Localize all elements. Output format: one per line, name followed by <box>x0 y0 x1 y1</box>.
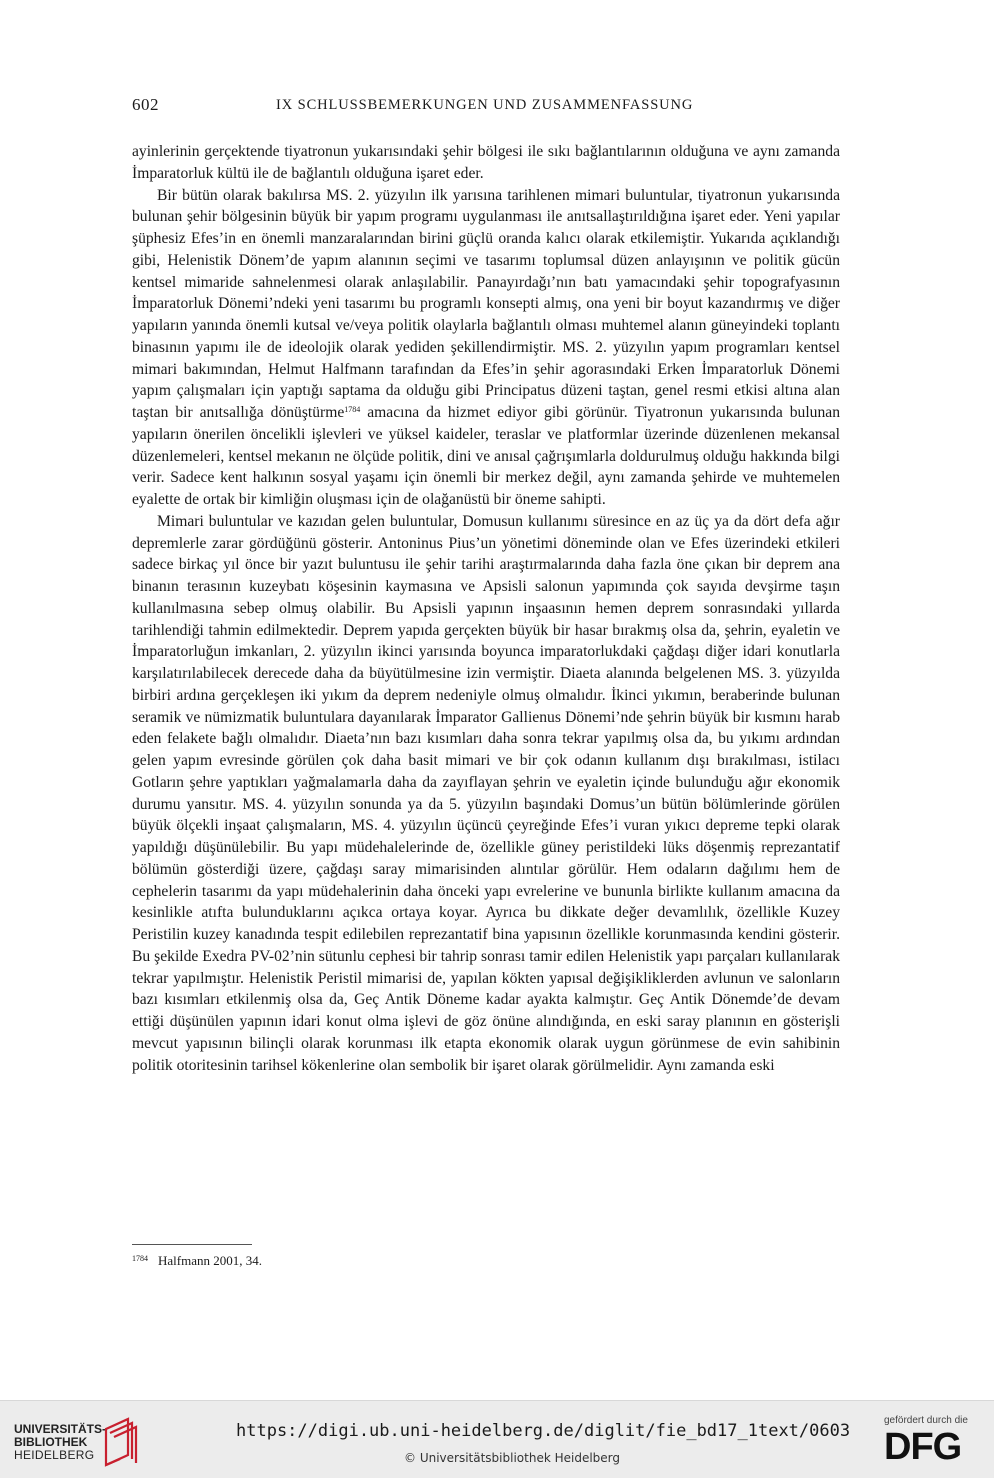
permalink-url[interactable]: https://digi.ub.uni-heidelberg.de/diglit/fie_bd17_1text/0603 <box>236 1421 851 1441</box>
footnote-divider <box>132 1244 252 1245</box>
paragraph-2-part-a: Bir bütün olarak bakılırsa MS. 2. yüzyılın ilk yarısına tarihlenen mimari buluntular, tiyatronun yukarısında bulunan şehir bölgesinin büyük bir yapım programı uygulanması ile anıtsallaştırıldığına işaret eder. Yeni yapılar şüphesiz Efes’in en önemli manzaralarından birini güçlü oranda kalıcı olarak etkilemiştir. Yukarıda açıklandığı gibi, Helenistik Dönem’de yapım alanının seçimi ve tasarımı toplumsal düzen anlayışının ve politik gücün kentsel mimaride sahnelenmesi olarak anlaşılabilir. Panayırdağı’nın batı yamacındaki şehir topografyasının İmparatorluk Dönemi’ndeki yeni tasarımı bu programlı konsepti almış, ona yeni bir boyut kazandırmış ve diğer yapıların yanında önemli kutsal ve/veya politik olaylarla bağlantılı olması muhtemel alanın güneyindeki toplantı binasının yapımı ile de ideolojik olarak yediden şekillendirmiştir. MS. 2. yüzyılın yapım programları kentsel mimari bakımından, Helmut Halfmann tarafından da Efes’in şehir agorasındaki Erken İmparatorluk Dönemi yapım çalışmaları için yaptığı saptama da olduğu gibi Principatus düzeni taştan, genel resmi etkisi altına alan taştan bir anıtsallığa dönüştürme <box>132 186 840 421</box>
page-number: 602 <box>132 95 159 114</box>
library-logo[interactable] <box>14 1423 106 1462</box>
running-head: IX SCHLUSSBEMERKUNGEN UND ZUSAMMENFASSUNG <box>276 97 694 113</box>
footnote-reference[interactable]: 1784 <box>344 405 361 414</box>
footnote <box>132 1250 262 1270</box>
library-name-line-2: BIBLIOTHEK <box>14 1435 88 1449</box>
dfg-logo[interactable]: DFG <box>884 1426 962 1468</box>
library-name-line-3: HEIDELBERG <box>14 1448 95 1462</box>
paragraph-3: Mimari buluntular ve kazıdan gelen buluntular, Domusun kullanımı süresince en az üç ya da dört defa ağır depremlerle zarar gördüğünü gösterir. Antoninus Pius’un yönetimi döneminde olan ve Efes üzerindeki etkileri sadece birkaç yıl önce bir yazıt buluntusu ile şehir tarihi araştırmalarında daha fazla öne çıkan bir deprem ana binanın terasının kuzeybatı köşesinin kaymasına ve Apsisli salonun yapımında çok sayıda devşirme taşın kullanılmasına sebep olmuş olabilir. Bu Apsisli yapının inşaasının hemen deprem sonrasındaki yıllarda tarihlendiği tahmin edilmektedir. Deprem yapıda gerçekten büyük bir hasar bırakmış olsa da, şehrin, eyaletin ve İmparatorluğun imkanları, 2. yüzyılın ikinci yarısında boyunca imparatorlukdaki çağdaşı diğer idari konutlarla karşılatırılabilecek derecede daha da büyütülmesine izin vermiştir. Diaeta alanında belgelenen MS. 3. yüzyılda birbiri ardına gerçekleşen iki yıkım da deprem nedeniyle olmuş olmalıdır. İkinci yıkımın, beraberinde bulunan seramik ve nümizmatik buluntulara dayanılarak İmparator Gallienus Dönemi’nde şehrin büyük bir kısmını harab eden felakete bağlı olmalıdır. Diaeta’nın bazı kısımları daha sonra tekrar yapılmış olsa da, bu yıkımı ardından gelen yapım evresinde görülen çok daha basit mimari ve bir çok odanın kullanım dışı bırakılması, istilacı Gotların şehre yaptıkları yağmalamarla daha da zayıflayan şehrin ve eyaletin içinde bulunduğu ağır ekonomik durumu yansıtır. MS. 4. yüzyılın sonunda ya da 5. yüzyılın başındaki Domus’un bütün bölümlerinde görülen büyük ölçekli inşaat çalışmaların, MS. 4. yüzyılın üçüncü çeyreğinde Efes’i vuran yıkıcı depreme tepki olarak yapıldığı düşünülebilir. Bu yapı müdehalelerinde de, özellikle güney peristildeki lüks döşenmiş reprezantatif bölümün gösterdiği üzere, çağdaşı saray mimarisinden alıntılar görülür. Hem odaların dağılımı hem de cephelerin tasarımı da yapı müdehalerinin daha önceki yapı evrelerine ve bununla birlikte kullanım amacına da kesinlikle atıfta bulunduklarını açıkca ortaya koyar. Ayrıca bu dikkate değer devamlılık, özellikle Kuzey Peristilin kuzey kanadında tespit edilebilen reprezantatif bina yapısının özellikle korunmasında kendini gösterir. Bu şekilde Exedra PV-02’nin sütunlu cephesi bir tahrip sonrası tamir edilen Helenistik yapı parçaları kullanılarak tekrar yapılmıştır. Helenistik Peristil mimarisi de, yapılan kökten yapısal değişikliklerden avlunun ve salonların bazı kısımları etkilenmiş olsa da, Geç Antik Döneme kadar ayakta kalmıştır. Geç Antik Dönemde’de devam ettiği düşünülen yapının idari konut olma işlevi de göz önüne alındığında, en eski saray planının en gösterişli mevcut yapısının bilinçli olarak korunması ilk etapta ekonomik olarak uygun görünmese de evin sahibinin politik otoritesinin tarihsel kökenlerine olan sembolik bir işaret olarak görülmelidir. Aynı zamanda eski <box>132 512 840 1074</box>
copyright-notice: © Universitätsbibliothek Heidelberg <box>404 1451 621 1465</box>
library-name-line-1: UNIVERSITÄTS- <box>14 1422 107 1436</box>
dfg-caption: gefördert durch die <box>884 1415 968 1426</box>
paragraph-1: ayinlerinin gerçektende tiyatronun yukarısındaki şehir bölgesi ile sıkı bağlantılarının olduğuna ve aynı zamanda İmparatorluk kültü ile de bağlantılı olduğuna işaret eder. <box>132 143 840 182</box>
page-header <box>132 95 840 117</box>
paragraph-2-part-b: amacına da hizmet ediyor gibi görünür. Tiyatronun yukarısında bulunan yapıların önerilen öncelikli işlevleri ve yüksel kaideler, teraslar ve platformlar üzerinde düzenlenen mekansal düzenlemeleri, kentsel mekanın ne ölçüde politik, dini ve anısal çağrışımlarla doldurulmuş olduğu hakkında bilgi verir. Sadece kent halkının sosyal yaşamı için önemli bir merkez değil, aynı zamanda şehirde ve muhtemelen eyalette de ortak bir kimliğin oluşması için de olağanüstü bir öneme sahipti. <box>132 404 840 508</box>
body-text <box>132 141 840 1076</box>
footnote-text: Halfmann 2001, 34. <box>158 1253 262 1268</box>
viewer-footer <box>0 1400 994 1478</box>
dfg-funding <box>884 1415 968 1466</box>
footnote-number: 1784 <box>132 1254 148 1263</box>
paragraph-2 <box>132 185 840 511</box>
library-emblem-icon <box>100 1415 140 1467</box>
